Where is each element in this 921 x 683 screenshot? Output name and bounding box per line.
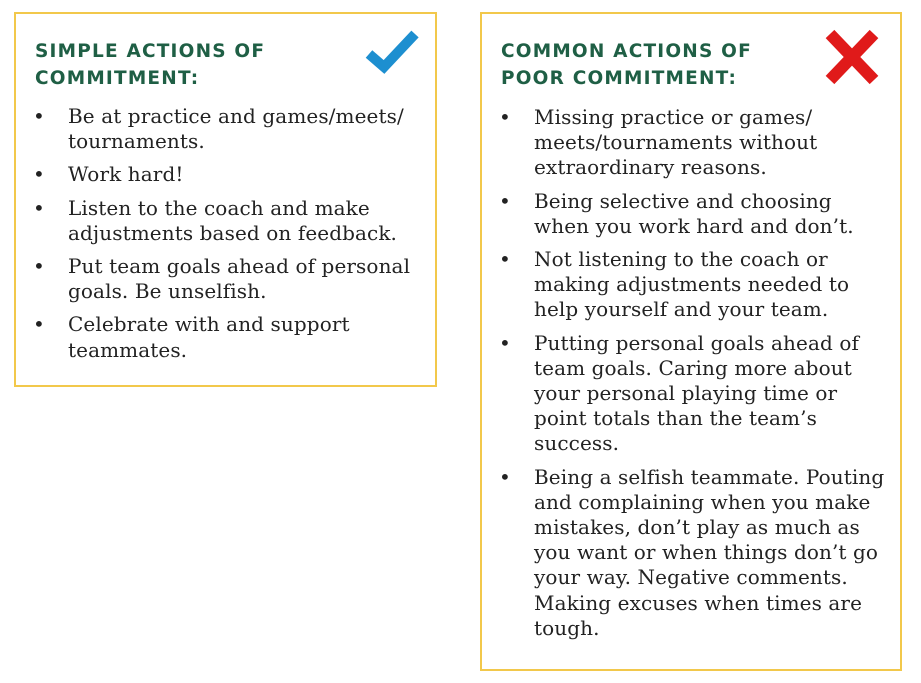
poor-commitment-card-title: [501, 38, 752, 92]
list-item: • Work hard!: [16, 162, 427, 187]
commitment-card-title: [35, 38, 265, 92]
list-item: • Be at practice and games/meets/ tournaments.: [16, 104, 427, 154]
list-item: • Missing practice or games/ meets/tournaments without extraordinary reasons.: [482, 105, 892, 181]
commitment-title-line-1: SIMPLE ACTIONS OF: [35, 41, 266, 62]
poor-commitment-title-line-1: COMMON ACTIONS OF: [501, 41, 752, 62]
poor-commitment-title-line-2: POOR COMMITMENT:: [501, 68, 738, 89]
list-item: • Being selective and choosing when you work hard and don’t.: [482, 189, 892, 239]
commitment-list: [16, 104, 427, 371]
list-item: • Put team goals ahead of personal goals. Be unselfish.: [16, 254, 427, 304]
list-item: • Celebrate with and support teammates.: [16, 312, 427, 362]
list-item: • Putting personal goals ahead of team goals. Caring more about your personal playing time or point totals than the team’s success.: [482, 331, 892, 457]
commitment-title-line-2: COMMITMENT:: [35, 68, 200, 89]
checkmark-icon: [363, 28, 421, 76]
poor-commitment-card: [480, 12, 902, 671]
list-item: • Being a selfish teammate. Pouting and complaining when you make mistakes, don’t play as much as you want or when things don’t go your way. Negative comments. Making excuses when times are tough.: [482, 465, 892, 641]
cross-icon: [822, 28, 882, 86]
list-item: • Not listening to the coach or making adjustments needed to help yourself and your team.: [482, 247, 892, 323]
commitment-card: [14, 12, 437, 387]
list-item: • Listen to the coach and make adjustments based on feedback.: [16, 196, 427, 246]
poor-commitment-list: [482, 105, 892, 649]
